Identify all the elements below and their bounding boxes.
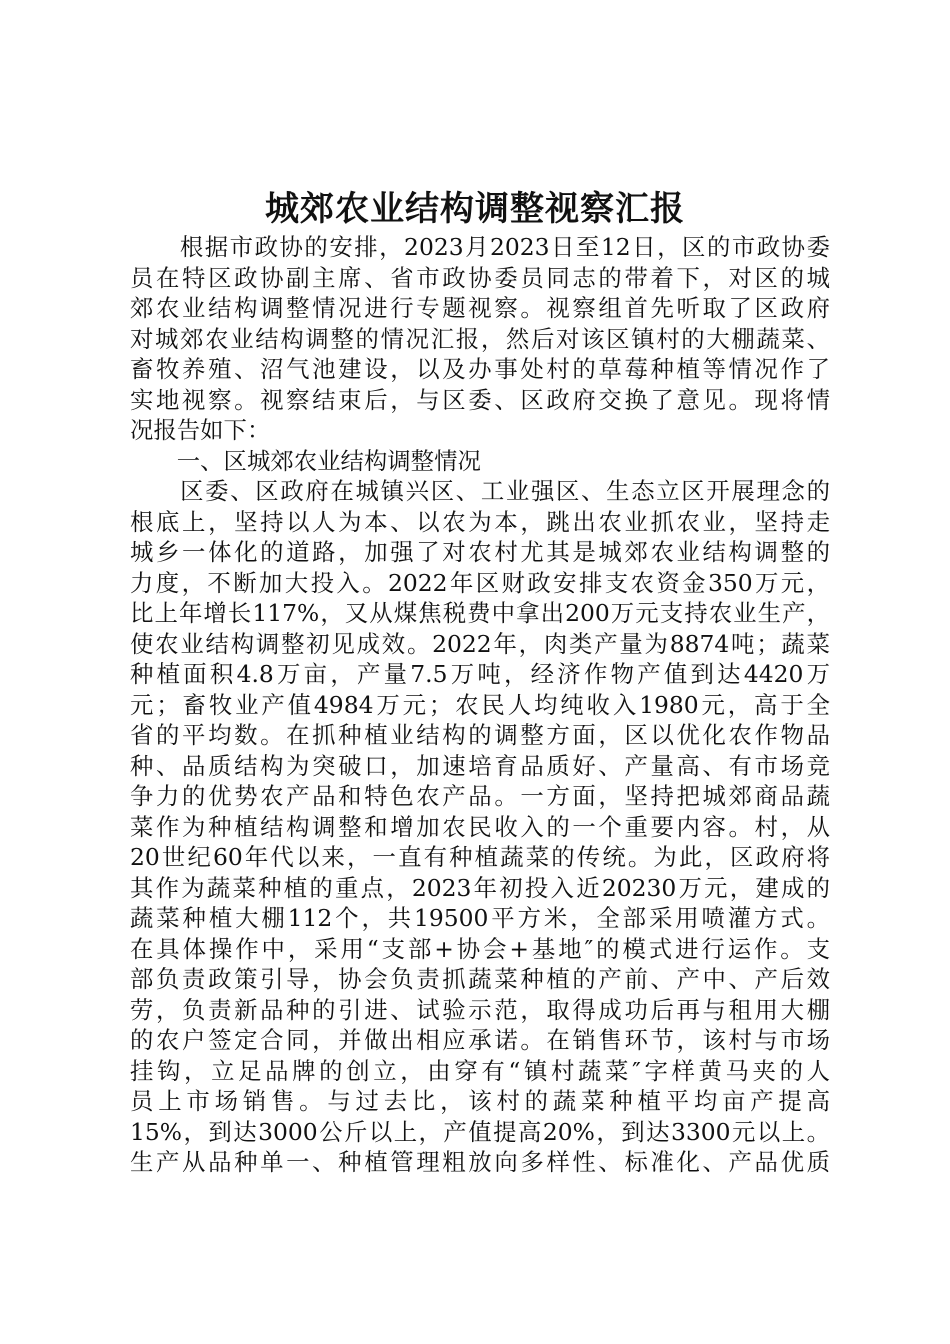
paragraph-line: 根底上，坚持以人为本、以农为本，跳出农业抓农业，坚持走 (130, 507, 830, 536)
paragraph-line: 力度，不断加大投入。2022年区财政安排支农资金350万元， (130, 568, 830, 597)
paragraph-line: 郊农业结构调整情况进行专题视察。视察组首先听取了区政府 (130, 294, 830, 322)
paragraph-line: 员上市场销售。与过去比，该村的蔬菜种植平均亩产提高 (130, 1087, 830, 1115)
document-title: 城郊农业结构调整视察汇报 (265, 189, 685, 229)
paragraph-line: 15%，到达3000公斤以上，产值提高20%，到达3300元以上。 (130, 1117, 830, 1146)
paragraph-line: 挂钩，立足品牌的创立，由穿有“镇村蔬菜″字样黄马夹的人 (130, 1056, 830, 1085)
paragraph-line: 的农户签定合同，并做出相应承诺。在销售环节，该村与市场 (130, 1026, 830, 1054)
paragraph-line: 畜牧养殖、沼气池建设，以及办事处村的草莓种植等情况作了 (130, 355, 830, 383)
paragraph-line: 况报告如下： (130, 416, 271, 444)
paragraph-line: 菜作为种植结构调整和增加农民收入的一个重要内容。村，从 (130, 812, 830, 841)
paragraph-line: 生产从品种单一、种植管理粗放向多样性、标准化、产品优质 (130, 1148, 830, 1176)
paragraph-line: 劳，负责新品种的引进、试验示范，取得成功后再与租用大棚 (130, 995, 830, 1024)
paragraph-line: 比上年增长117%，又从煤焦税费中拿出200万元支持农业生产， (130, 599, 830, 627)
paragraph-line: 种植面积4.8万亩，产量7.5万吨，经济作物产值到达4420万 (130, 660, 830, 688)
paragraph-line: 实地视察。视察结束后，与区委、区政府交换了意见。现将情 (130, 385, 830, 414)
paragraph-line: 城乡一体化的道路，加强了对农村尤其是城郊农业结构调整的 (130, 538, 830, 566)
paragraph-line: 对城郊农业结构调整的情况汇报，然后对该区镇村的大棚蔬菜、 (130, 324, 830, 353)
paragraph-line: 根据市政协的安排，2023月2023日至12日，区的市政协委 (130, 233, 830, 261)
paragraph-line: 区委、区政府在城镇兴区、工业强区、生态立区开展理念的 (130, 477, 830, 505)
document-body (130, 232, 830, 1178)
paragraph-line: 使农业结构调整初见成效。2022年，肉类产量为8874吨；蔬菜 (130, 629, 830, 658)
paragraph-line: 员在特区政协副主席、省市政协委员同志的带着下，对区的城 (130, 263, 830, 292)
paragraph-line: 元；畜牧业产值4984万元；农民人均纯收入1980元，高于全 (130, 690, 830, 719)
paragraph-line: 部负责政策引导，协会负责抓蔬菜种植的产前、产中、产后效 (130, 965, 830, 993)
paragraph-line: 种、品质结构为突破口，加速培育品质好、产量高、有市场竞 (130, 751, 830, 780)
section-heading: 一、区城郊农业结构调整情况 (130, 446, 481, 475)
paragraph-line: 蔬菜种植大棚112个，共19500平方米，全部采用喷灌方式。 (130, 904, 830, 932)
paragraph-line: 争力的优势农产品和特色农产品。一方面，坚持把城郊商品蔬 (130, 782, 830, 810)
paragraph-line: 省的平均数。在抓种植业结构的调整方面，区以优化农作物品 (130, 721, 830, 749)
paragraph-line: 在具体操作中，采用“支部+协会+基地″的模式进行运作。支 (130, 934, 830, 963)
paragraph-line: 其作为蔬菜种植的重点，2023年初投入近20230万元，建成的 (130, 873, 830, 902)
paragraph-line: 20世纪60年代以来，一直有种植蔬菜的传统。为此，区政府将 (130, 843, 830, 871)
